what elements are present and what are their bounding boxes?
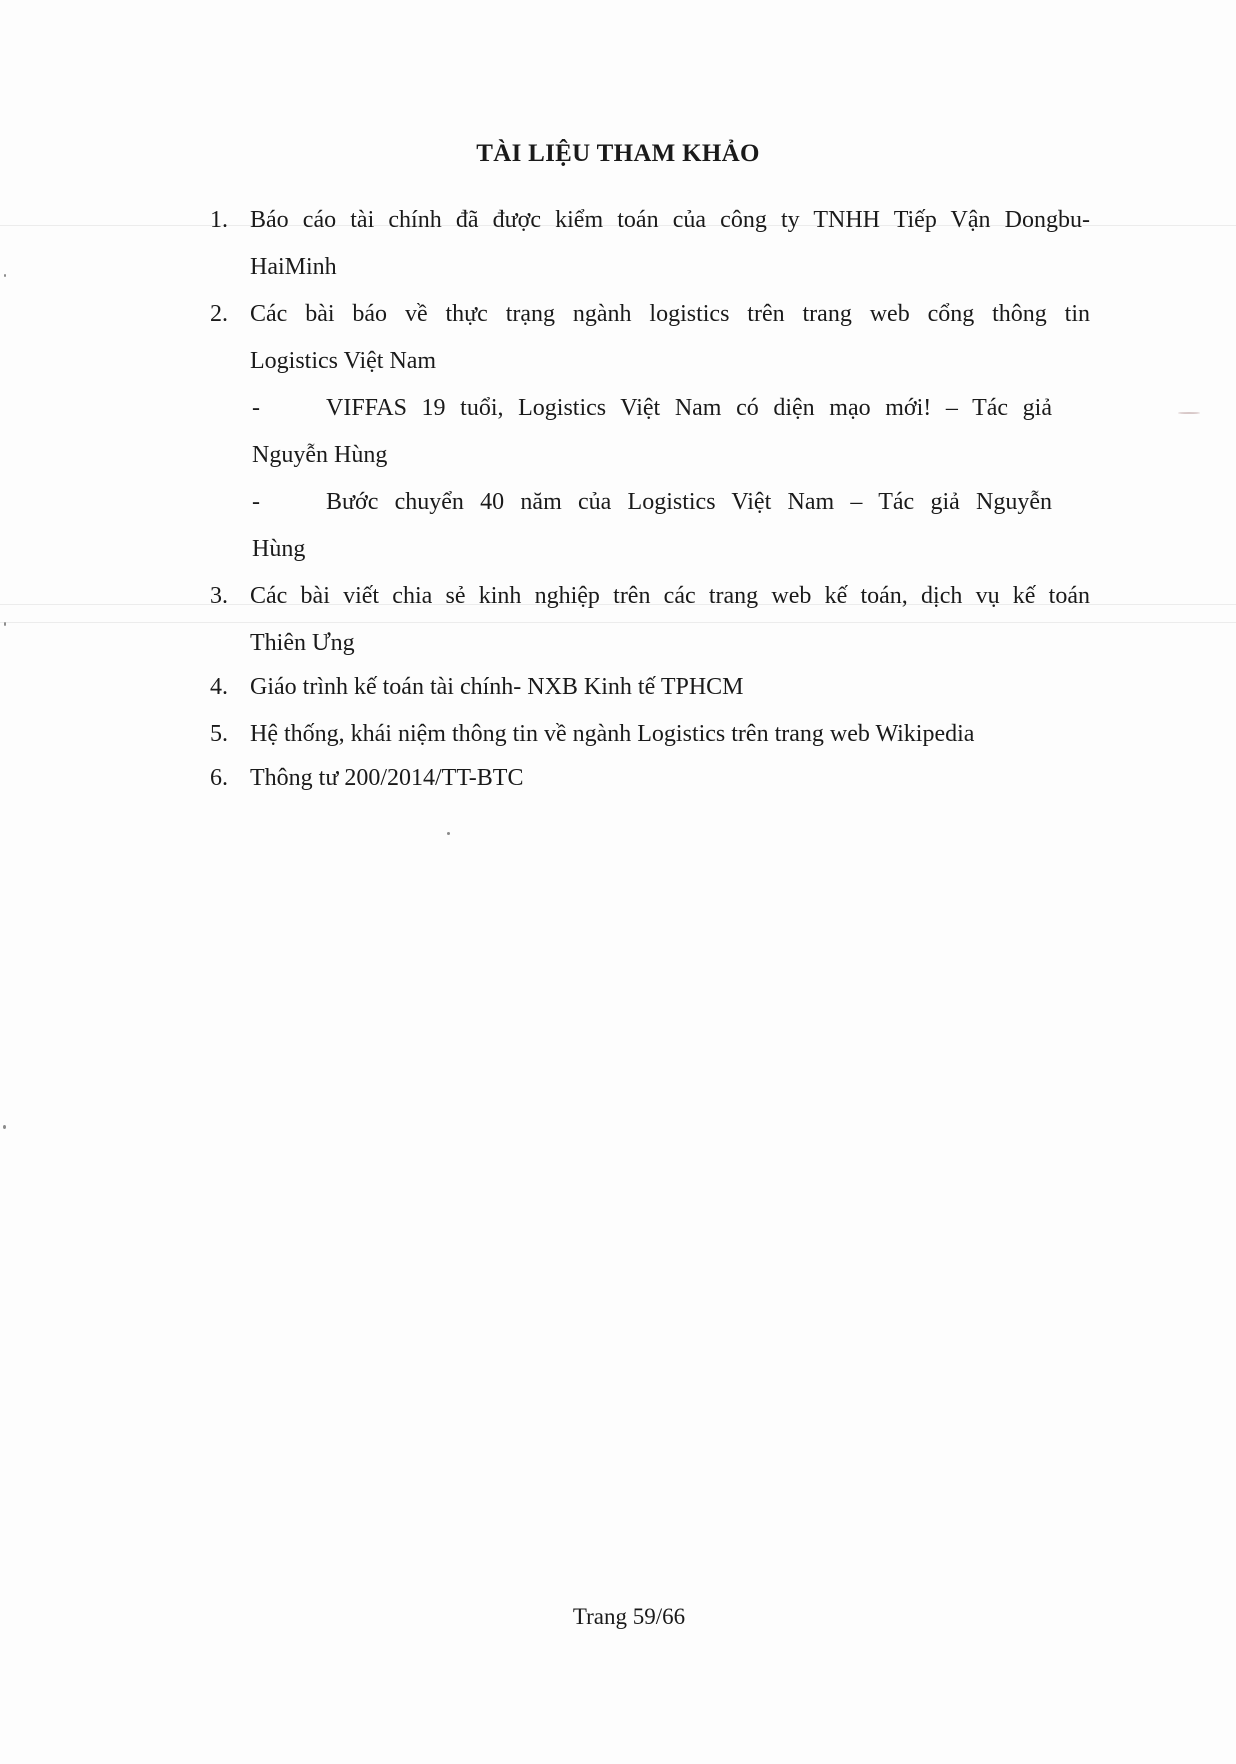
reference-item-4 [210,664,1090,711]
scan-speck [4,274,6,277]
reference-subitem-2 [252,479,1052,573]
subitem-text: Bước chuyển 40 năm của Logistics Việt Nam – Tác giả Nguyễn [326,489,1052,515]
reference-number: 1. [210,207,228,233]
page-title: TÀI LIỆU THAM KHẢO [476,140,760,167]
reference-item-2 [210,291,1090,385]
reference-number: 4. [210,674,228,700]
scan-speck [3,1125,6,1129]
reference-text: Giáo trình kế toán tài chính- NXB Kinh tế TPHCM [250,674,744,700]
reference-number: 3. [210,583,228,609]
subitem-text-continued: Nguyễn Hùng [252,442,388,468]
reference-text: Thông tư 200/2014/TT-BTC [250,765,524,791]
reference-number: 5. [210,721,228,747]
subitem-text: VIFFAS 19 tuổi, Logistics Việt Nam có diện mạo mới! – Tác giả [326,395,1052,421]
reference-number: 2. [210,301,228,327]
reference-item-5 [210,711,1090,758]
reference-text-continued: Thiên Ưng [250,630,355,656]
subitem-dash: - [252,395,260,421]
scan-speck [447,832,450,835]
reference-text: Hệ thống, khái niệm thông tin về ngành Logistics trên trang web Wikipedia [250,721,975,747]
reference-text: Các bài viết chia sẻ kinh nghiệp trên các trang web kế toán, dịch vụ kế toán [250,583,1090,609]
reference-subitem-1 [252,385,1052,479]
scan-speck [4,622,6,626]
subitem-dash: - [252,489,260,515]
reference-text: Báo cáo tài chính đã được kiểm toán của công ty TNHH Tiếp Vận Dongbu- [250,207,1090,233]
subitem-text-continued: Hùng [252,536,306,562]
scan-speck [1178,412,1200,414]
reference-text: Các bài báo về thực trạng ngành logistics trên trang web cổng thông tin [250,301,1090,327]
reference-item-6 [210,755,1090,802]
reference-item-1 [210,197,1090,291]
reference-text-continued: Logistics Việt Nam [250,348,437,374]
reference-text-continued: HaiMinh [250,254,337,280]
page-number: Trang 59/66 [572,1604,686,1629]
reference-item-3 [210,573,1090,667]
reference-number: 6. [210,765,228,791]
